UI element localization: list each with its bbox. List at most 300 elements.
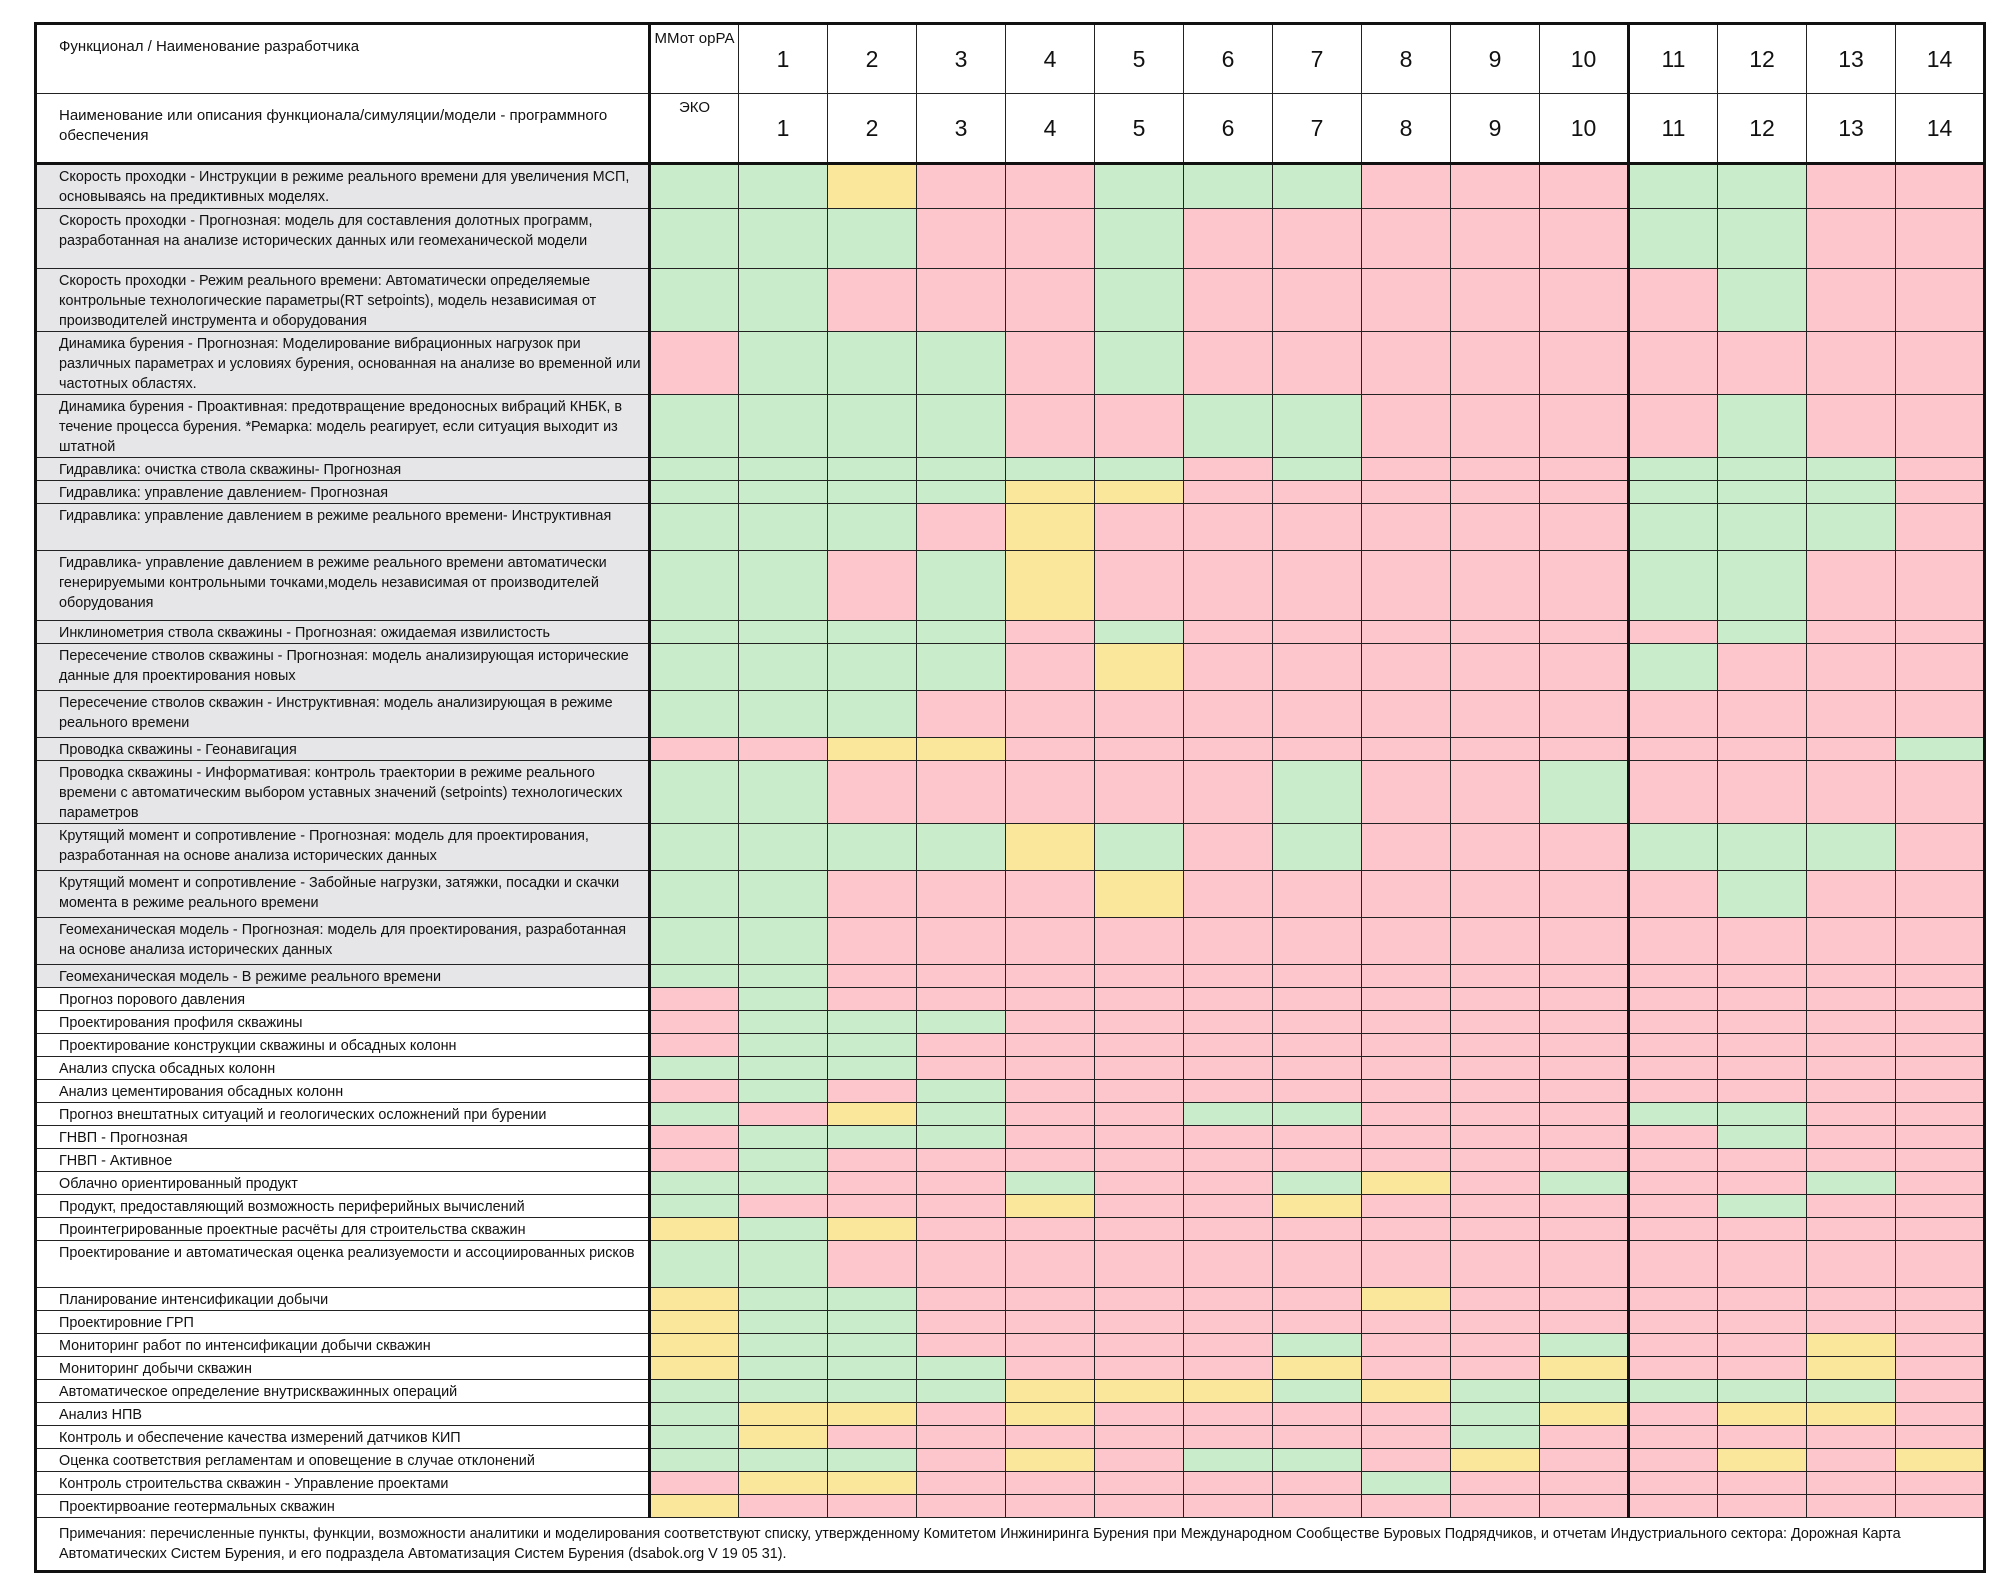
status-cell xyxy=(1896,1426,1985,1449)
status-cell xyxy=(1451,164,1540,209)
status-cell xyxy=(650,164,739,209)
status-cell xyxy=(828,1449,917,1472)
status-cell xyxy=(1095,1126,1184,1149)
status-cell xyxy=(1629,1472,1718,1495)
status-cell xyxy=(1273,1288,1362,1311)
status-cell xyxy=(1362,871,1451,918)
row-label: Проводка скважины - Геонавигация xyxy=(36,738,650,761)
status-cell xyxy=(1362,481,1451,504)
status-cell xyxy=(1629,1126,1718,1149)
status-cell xyxy=(1362,458,1451,481)
status-cell xyxy=(1184,1011,1273,1034)
status-cell xyxy=(739,1218,828,1241)
status-cell xyxy=(1807,1357,1896,1380)
status-cell xyxy=(1095,871,1184,918)
row-label: Автоматическое определение внутрискважинных операций xyxy=(36,1380,650,1403)
header-row1-num-5: 5 xyxy=(1095,24,1184,94)
status-cell xyxy=(1273,1449,1362,1472)
status-cell xyxy=(739,551,828,621)
status-cell xyxy=(739,1172,828,1195)
status-cell xyxy=(828,965,917,988)
table-row xyxy=(36,504,1985,551)
status-cell xyxy=(1540,1357,1629,1380)
row-label: Прогноз внештатных ситуаций и геологических осложнений при бурении xyxy=(36,1103,650,1126)
row-label: Облачно ориентированный продукт xyxy=(36,1172,650,1195)
status-cell xyxy=(739,761,828,824)
row-label: ГНВП - Прогнозная xyxy=(36,1126,650,1149)
status-cell xyxy=(1006,1241,1095,1288)
functionality-matrix xyxy=(34,22,1986,1573)
status-cell xyxy=(1451,1172,1540,1195)
status-cell xyxy=(1896,1357,1985,1380)
status-cell xyxy=(1629,1149,1718,1172)
status-cell xyxy=(1718,1495,1807,1518)
status-cell xyxy=(1718,1057,1807,1080)
status-cell xyxy=(1451,1380,1540,1403)
status-cell xyxy=(1718,551,1807,621)
status-cell xyxy=(1718,1149,1807,1172)
status-cell xyxy=(1184,1426,1273,1449)
status-cell xyxy=(1451,1034,1540,1057)
status-cell xyxy=(1540,965,1629,988)
status-cell xyxy=(1896,504,1985,551)
status-cell xyxy=(1095,1311,1184,1334)
status-cell xyxy=(1896,1103,1985,1126)
status-cell xyxy=(1629,1241,1718,1288)
status-cell xyxy=(828,1195,917,1218)
status-cell xyxy=(1807,1149,1896,1172)
status-cell xyxy=(1629,1080,1718,1103)
status-cell xyxy=(1629,551,1718,621)
status-cell xyxy=(917,918,1006,965)
status-cell xyxy=(739,395,828,458)
status-cell xyxy=(1896,1288,1985,1311)
table-row xyxy=(36,738,1985,761)
status-cell xyxy=(1896,1057,1985,1080)
status-cell xyxy=(917,738,1006,761)
status-cell xyxy=(1451,1403,1540,1426)
header-row2-num-2: 2 xyxy=(828,94,917,164)
header-row1-num-11: 11 xyxy=(1629,24,1718,94)
status-cell xyxy=(1273,1172,1362,1195)
status-cell xyxy=(828,1426,917,1449)
status-cell xyxy=(739,1149,828,1172)
table-row xyxy=(36,332,1985,395)
row-label: Динамика бурения - Проактивная: предотвращение вредоносных вибраций КНБК, в течение процесса бурения. *Ремарка: модель реагирует, если ситуация выходит из штатной xyxy=(36,395,650,458)
status-cell xyxy=(1006,691,1095,738)
status-cell xyxy=(917,551,1006,621)
status-cell xyxy=(1540,1495,1629,1518)
header-row2-num-3: 3 xyxy=(917,94,1006,164)
status-cell xyxy=(1273,1495,1362,1518)
status-cell xyxy=(1273,504,1362,551)
status-cell xyxy=(1451,691,1540,738)
header-row2-num-14: 14 xyxy=(1896,94,1985,164)
status-cell xyxy=(1629,1218,1718,1241)
status-cell xyxy=(1540,269,1629,332)
status-cell xyxy=(1006,1034,1095,1057)
status-cell xyxy=(828,1057,917,1080)
row-label: Скорость проходки - Прогнозная: модель для составления долотных программ, разработанная на анализе исторических данных или геомеханической модели xyxy=(36,209,650,269)
status-cell xyxy=(1540,1241,1629,1288)
row-label: Скорость проходки - Инструкции в режиме реального времени для увеличения МСП, основываясь на предиктивных моделях. xyxy=(36,164,650,209)
header-row1-num-14: 14 xyxy=(1896,24,1985,94)
table-row xyxy=(36,1241,1985,1288)
status-cell xyxy=(1807,1195,1896,1218)
status-cell xyxy=(1184,1334,1273,1357)
status-cell xyxy=(1629,621,1718,644)
status-cell xyxy=(1718,761,1807,824)
status-cell xyxy=(1451,621,1540,644)
status-cell xyxy=(828,1011,917,1034)
status-cell xyxy=(917,1380,1006,1403)
status-cell xyxy=(1451,1149,1540,1172)
status-cell xyxy=(1006,761,1095,824)
status-cell xyxy=(1807,761,1896,824)
status-cell xyxy=(650,965,739,988)
status-cell xyxy=(917,691,1006,738)
status-cell xyxy=(1629,1449,1718,1472)
status-cell xyxy=(917,1334,1006,1357)
status-cell xyxy=(1273,965,1362,988)
status-cell xyxy=(1540,918,1629,965)
row-label: Проводка скважины - Информативая: контроль траектории в режиме реального времени с автоматическим выбором уставных значений (setpoints) технологических параметров xyxy=(36,761,650,824)
table-row xyxy=(36,918,1985,965)
status-cell xyxy=(1629,1034,1718,1057)
status-cell xyxy=(917,481,1006,504)
status-cell xyxy=(1540,621,1629,644)
status-cell xyxy=(650,1380,739,1403)
status-cell xyxy=(1362,1495,1451,1518)
status-cell xyxy=(1006,988,1095,1011)
status-cell xyxy=(650,988,739,1011)
status-cell xyxy=(1006,1357,1095,1380)
status-cell xyxy=(1184,395,1273,458)
status-cell xyxy=(1718,1426,1807,1449)
status-cell xyxy=(1006,1218,1095,1241)
status-cell xyxy=(1184,551,1273,621)
status-cell xyxy=(650,504,739,551)
status-cell xyxy=(1362,1172,1451,1195)
status-cell xyxy=(1095,1495,1184,1518)
status-cell xyxy=(1629,988,1718,1011)
status-cell xyxy=(1718,871,1807,918)
status-cell xyxy=(917,1195,1006,1218)
status-cell xyxy=(917,1080,1006,1103)
table-row xyxy=(36,481,1985,504)
status-cell xyxy=(650,761,739,824)
status-cell xyxy=(1362,738,1451,761)
status-cell xyxy=(1718,1449,1807,1472)
row-label: Гидравлика: управление давлением в режиме реального времени- Инструктивная xyxy=(36,504,650,551)
status-cell xyxy=(828,332,917,395)
status-cell xyxy=(1896,1311,1985,1334)
table-row xyxy=(36,1218,1985,1241)
header-row2-num-5: 5 xyxy=(1095,94,1184,164)
status-cell xyxy=(1896,1149,1985,1172)
status-cell xyxy=(1718,332,1807,395)
row-label: Анализ спуска обсадных колонн xyxy=(36,1057,650,1080)
status-cell xyxy=(1629,395,1718,458)
status-cell xyxy=(1629,965,1718,988)
status-cell xyxy=(1362,504,1451,551)
header-row-descriptions xyxy=(36,94,1985,164)
status-cell xyxy=(1095,1357,1184,1380)
status-cell xyxy=(1540,871,1629,918)
status-cell xyxy=(1896,691,1985,738)
status-cell xyxy=(1718,1126,1807,1149)
status-cell xyxy=(1273,761,1362,824)
status-cell xyxy=(917,1149,1006,1172)
status-cell xyxy=(1718,1034,1807,1057)
status-cell xyxy=(828,209,917,269)
table-row xyxy=(36,1126,1985,1149)
status-cell xyxy=(1095,761,1184,824)
status-cell xyxy=(739,1080,828,1103)
status-cell xyxy=(1362,1334,1451,1357)
table-row xyxy=(36,1403,1985,1426)
status-cell xyxy=(1184,738,1273,761)
status-cell xyxy=(739,269,828,332)
status-cell xyxy=(1095,551,1184,621)
status-cell xyxy=(1362,395,1451,458)
status-cell xyxy=(1362,1311,1451,1334)
status-cell xyxy=(828,1241,917,1288)
status-cell xyxy=(1006,1195,1095,1218)
status-cell xyxy=(1362,621,1451,644)
status-cell xyxy=(1362,988,1451,1011)
status-cell xyxy=(1273,1057,1362,1080)
status-cell xyxy=(1095,738,1184,761)
status-cell xyxy=(1095,1011,1184,1034)
status-cell xyxy=(917,871,1006,918)
status-cell xyxy=(1807,551,1896,621)
status-cell xyxy=(1451,965,1540,988)
status-cell xyxy=(1896,1080,1985,1103)
status-cell xyxy=(650,1472,739,1495)
status-cell xyxy=(1095,164,1184,209)
status-cell xyxy=(1273,691,1362,738)
status-cell xyxy=(1362,1403,1451,1426)
status-cell xyxy=(1718,395,1807,458)
status-cell xyxy=(1629,481,1718,504)
status-cell xyxy=(1006,644,1095,691)
status-cell xyxy=(917,1311,1006,1334)
status-cell xyxy=(828,1126,917,1149)
row-label: Продукт, предоставляющий возможность периферийных вычислений xyxy=(36,1195,650,1218)
header-row1-num-7: 7 xyxy=(1273,24,1362,94)
header-row1-num-10: 10 xyxy=(1540,24,1629,94)
status-cell xyxy=(828,1380,917,1403)
status-cell xyxy=(1807,1172,1896,1195)
status-cell xyxy=(1006,1172,1095,1195)
status-cell xyxy=(917,965,1006,988)
status-cell xyxy=(1184,1057,1273,1080)
status-cell xyxy=(1362,691,1451,738)
status-cell xyxy=(1896,621,1985,644)
matrix-body xyxy=(36,24,1985,1572)
status-cell xyxy=(1896,871,1985,918)
status-cell xyxy=(1896,644,1985,691)
status-cell xyxy=(650,1011,739,1034)
row-label: Геомеханическая модель - Прогнозная: модель для проектирования, разработанная на основе анализа исторических данных xyxy=(36,918,650,965)
status-cell xyxy=(739,644,828,691)
status-cell xyxy=(739,1011,828,1034)
status-cell xyxy=(1540,644,1629,691)
status-cell xyxy=(1273,395,1362,458)
status-cell xyxy=(1807,644,1896,691)
status-cell xyxy=(1896,1034,1985,1057)
status-cell xyxy=(1896,1334,1985,1357)
status-cell xyxy=(1629,1495,1718,1518)
status-cell xyxy=(1095,1472,1184,1495)
status-cell xyxy=(1807,965,1896,988)
status-cell xyxy=(650,332,739,395)
status-cell xyxy=(1629,1334,1718,1357)
status-cell xyxy=(1540,481,1629,504)
status-cell xyxy=(739,824,828,871)
table-row xyxy=(36,1472,1985,1495)
status-cell xyxy=(1184,504,1273,551)
status-cell xyxy=(917,621,1006,644)
status-cell xyxy=(1273,1218,1362,1241)
status-cell xyxy=(1362,1149,1451,1172)
status-cell xyxy=(1006,871,1095,918)
status-cell xyxy=(917,395,1006,458)
status-cell xyxy=(1807,395,1896,458)
status-cell xyxy=(739,164,828,209)
status-cell xyxy=(1451,738,1540,761)
status-cell xyxy=(1006,458,1095,481)
status-cell xyxy=(1184,1149,1273,1172)
status-cell xyxy=(1095,824,1184,871)
status-cell xyxy=(828,1149,917,1172)
status-cell xyxy=(1896,269,1985,332)
header-row2-num-1: 1 xyxy=(739,94,828,164)
status-cell xyxy=(650,871,739,918)
header-row2-label: Наименование или описания функционала/симуляции/модели - программного обеспечения xyxy=(36,94,650,164)
status-cell xyxy=(1095,458,1184,481)
status-cell xyxy=(1184,918,1273,965)
status-cell xyxy=(650,1218,739,1241)
status-cell xyxy=(1006,1011,1095,1034)
status-cell xyxy=(1362,164,1451,209)
status-cell xyxy=(1273,738,1362,761)
status-cell xyxy=(1362,1057,1451,1080)
status-cell xyxy=(1451,1449,1540,1472)
status-cell xyxy=(650,824,739,871)
status-cell xyxy=(828,481,917,504)
status-cell xyxy=(1896,1195,1985,1218)
status-cell xyxy=(1718,691,1807,738)
header-row1-num-2: 2 xyxy=(828,24,917,94)
status-cell xyxy=(1718,965,1807,988)
header-row1-num-3: 3 xyxy=(917,24,1006,94)
status-cell xyxy=(1362,918,1451,965)
status-cell xyxy=(1807,332,1896,395)
status-cell xyxy=(1362,551,1451,621)
status-cell xyxy=(1629,504,1718,551)
status-cell xyxy=(1718,1403,1807,1426)
table-row xyxy=(36,1334,1985,1357)
status-cell xyxy=(1184,621,1273,644)
status-cell xyxy=(1273,1034,1362,1057)
status-cell xyxy=(1273,1103,1362,1126)
status-cell xyxy=(1540,1057,1629,1080)
status-cell xyxy=(1718,481,1807,504)
status-cell xyxy=(739,965,828,988)
status-cell xyxy=(917,1288,1006,1311)
status-cell xyxy=(1896,1449,1985,1472)
row-label: Геомеханическая модель - В режиме реального времени xyxy=(36,965,650,988)
status-cell xyxy=(739,621,828,644)
status-cell xyxy=(1362,644,1451,691)
status-cell xyxy=(1006,209,1095,269)
table-row xyxy=(36,1195,1985,1218)
status-cell xyxy=(1807,269,1896,332)
status-cell xyxy=(739,1126,828,1149)
status-cell xyxy=(1184,644,1273,691)
status-cell xyxy=(1095,1172,1184,1195)
status-cell xyxy=(1184,269,1273,332)
status-cell xyxy=(917,1218,1006,1241)
status-cell xyxy=(1184,761,1273,824)
status-cell xyxy=(828,988,917,1011)
row-label: Крутящий момент и сопротивление - Прогнозная: модель для проектирования, разработанная на основе анализа исторических данных xyxy=(36,824,650,871)
status-cell xyxy=(1184,209,1273,269)
status-cell xyxy=(917,332,1006,395)
status-cell xyxy=(1273,1149,1362,1172)
status-cell xyxy=(650,1426,739,1449)
status-cell xyxy=(917,1241,1006,1288)
table-row xyxy=(36,269,1985,332)
status-cell xyxy=(1807,1241,1896,1288)
status-cell xyxy=(917,824,1006,871)
table-row xyxy=(36,458,1985,481)
row-label: Анализ цементирования обсадных колонн xyxy=(36,1080,650,1103)
table-row xyxy=(36,761,1985,824)
status-cell xyxy=(1273,824,1362,871)
status-cell xyxy=(1006,504,1095,551)
row-label: Проектирвоание геотермальных скважин xyxy=(36,1495,650,1518)
status-cell xyxy=(1718,988,1807,1011)
status-cell xyxy=(1896,1380,1985,1403)
status-cell xyxy=(650,1403,739,1426)
status-cell xyxy=(1718,824,1807,871)
status-cell xyxy=(1451,761,1540,824)
status-cell xyxy=(1807,738,1896,761)
status-cell xyxy=(1451,1057,1540,1080)
status-cell xyxy=(739,332,828,395)
status-cell xyxy=(1540,1080,1629,1103)
status-cell xyxy=(1095,504,1184,551)
status-cell xyxy=(1362,1241,1451,1288)
status-cell xyxy=(650,209,739,269)
status-cell xyxy=(1095,332,1184,395)
status-cell xyxy=(1451,988,1540,1011)
status-cell xyxy=(1095,1241,1184,1288)
status-cell xyxy=(1451,551,1540,621)
status-cell xyxy=(1362,824,1451,871)
status-cell xyxy=(828,1472,917,1495)
status-cell xyxy=(1362,1218,1451,1241)
status-cell xyxy=(1629,1195,1718,1218)
status-cell xyxy=(650,1495,739,1518)
status-cell xyxy=(1629,1426,1718,1449)
status-cell xyxy=(1807,1126,1896,1149)
status-cell xyxy=(739,1495,828,1518)
status-cell xyxy=(1718,1080,1807,1103)
